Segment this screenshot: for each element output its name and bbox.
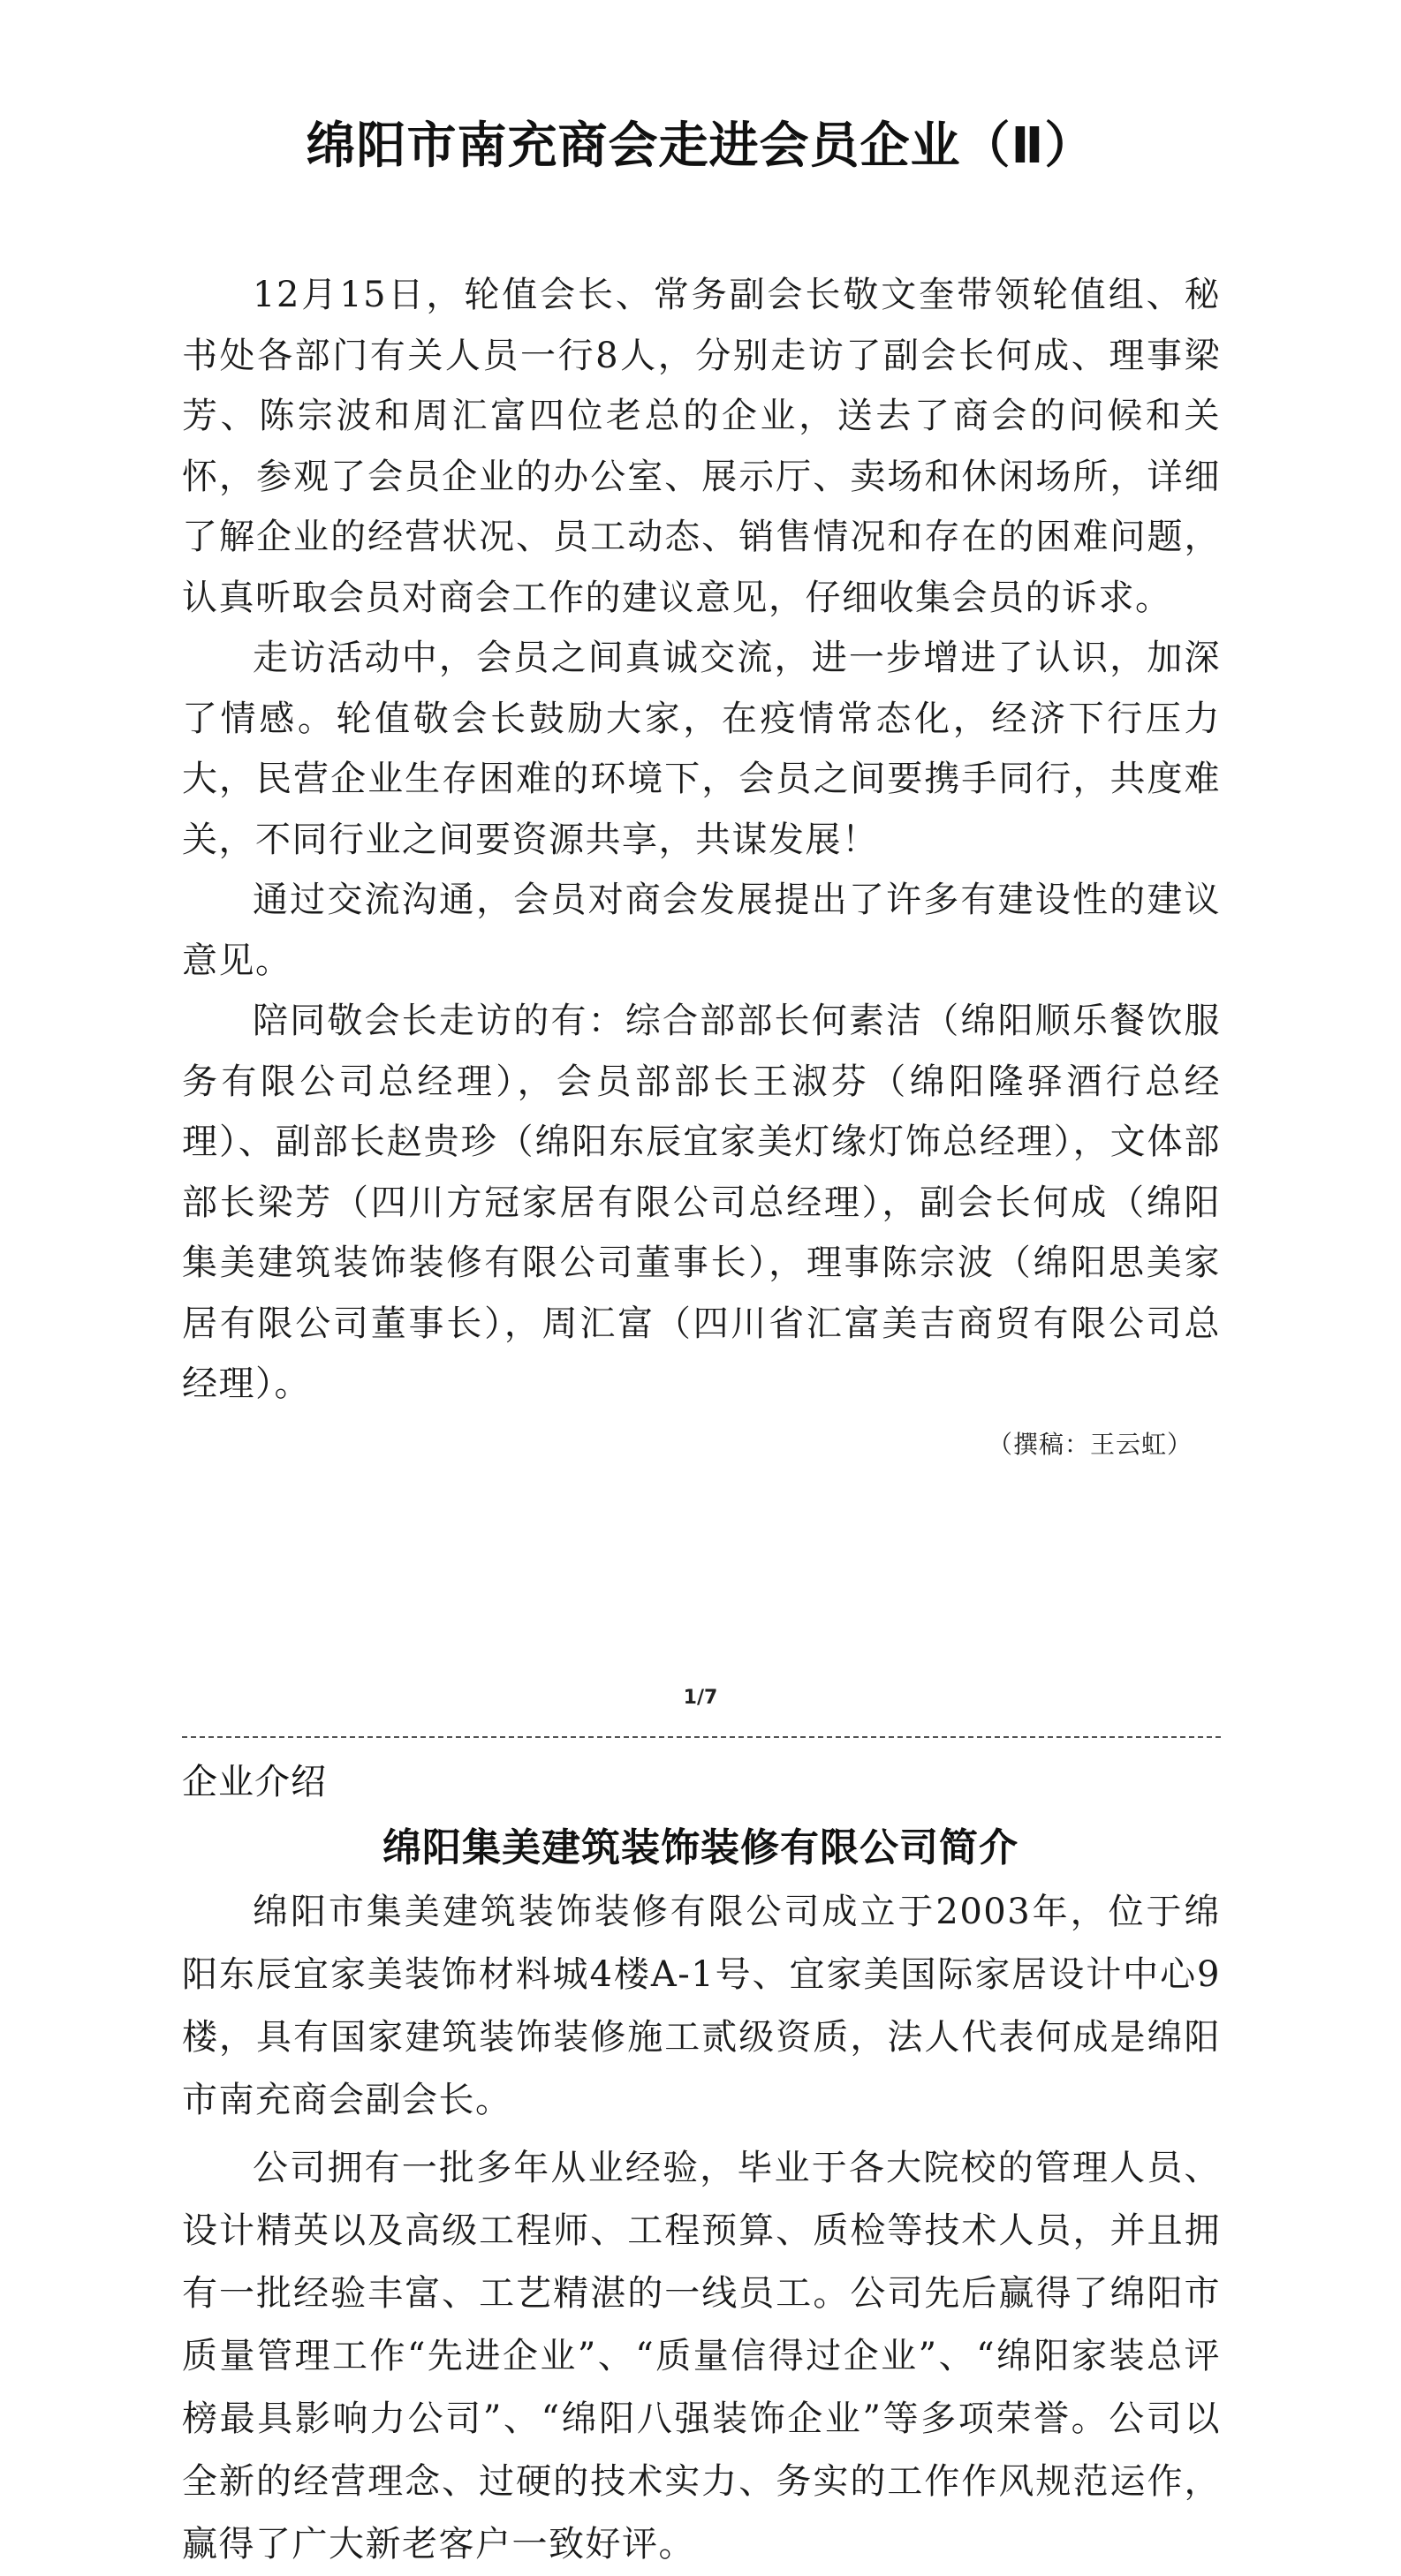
page-break-divider [182, 1736, 1221, 1738]
paragraph: 走访活动中，会员之间真诚交流，进一步增进了认识，加深了情感。轮值敬会长鼓励大家，在疫情常态化，经济下行压力大，民营企业生存困难的环境下，会员之间要携手同行，共度难关，不同行业之间要资源共享，共谋发展！ [182, 638, 1221, 860]
paragraph: 12月15日，轮值会长、常务副会长敬文奎带领轮值组、秘书处各部门有关人员一行8人，分别走访了副会长何成、理事梁芳、陈宗波和周汇富四位老总的企业，送去了商会的问候和关怀，参观了会员企业的办公室、展示厅、卖场和休闲场所，详细了解企业的经营状况、员工动态、销售情况和存在的困难问题，认真听取会员对商会工作的建议意见，仔细收集会员的诉求。 [182, 275, 1221, 618]
paragraph: 绵阳市集美建筑装饰装修有限公司成立于2003年，位于绵阳东辰宜家美装饰材料城4楼A-1号、宜家美国际家居设计中心9楼，具有国家建筑装饰装修施工贰级资质，法人代表何成是绵阳市南充商会副会长。 [182, 1892, 1221, 2120]
paragraph: 陪同敬会长走访的有：综合部部长何素洁（绵阳顺乐餐饮服务有限公司总经理），会员部部长王淑芬（绵阳隆驿酒行总经理）、副部长赵贵珍（绵阳东辰宜家美灯缘灯饰总经理），文体部部长梁芳（四川方冠家居有限公司总经理），副会长何成（绵阳集美建筑装饰装修有限公司董事长），理事陈宗波（绵阳思美家居有限公司董事长），周汇富（四川省汇富美吉商贸有限公司总经理）。 [182, 1001, 1221, 1404]
page-number: 1/7 [683, 1687, 718, 1709]
paragraph: 通过交流沟通，会员对商会发展提出了许多有建设性的建议意见。 [182, 880, 1221, 981]
author-byline: （撰稿：王云虹） [987, 1430, 1193, 1459]
article-body [182, 265, 1221, 1415]
section-label: 企业介绍 [182, 1762, 327, 1802]
company-intro-body [182, 1881, 1221, 2576]
document-title: 绵阳市南充商会走进会员企业（Ⅱ） [306, 117, 1095, 175]
paragraph: 公司拥有一批多年从业经验，毕业于各大院校的管理人员、设计精英以及高级工程师、工程预算、质检等技术人员，并且拥有一批经验丰富、工艺精湛的一线员工。公司先后赢得了绵阳市质量管理工作“先进企业”、“质量信得过企业”、“绵阳家装总评榜最具影响力公司”、“绵阳八强装饰企业”等多项荣誉。公司以全新的经营理念、过硬的技术实力、务实的工作作风规范运作，赢得了广大新老客户一致好评。 [182, 2148, 1221, 2565]
company-intro-title: 绵阳集美建筑装饰装修有限公司简介 [382, 1825, 1019, 1870]
